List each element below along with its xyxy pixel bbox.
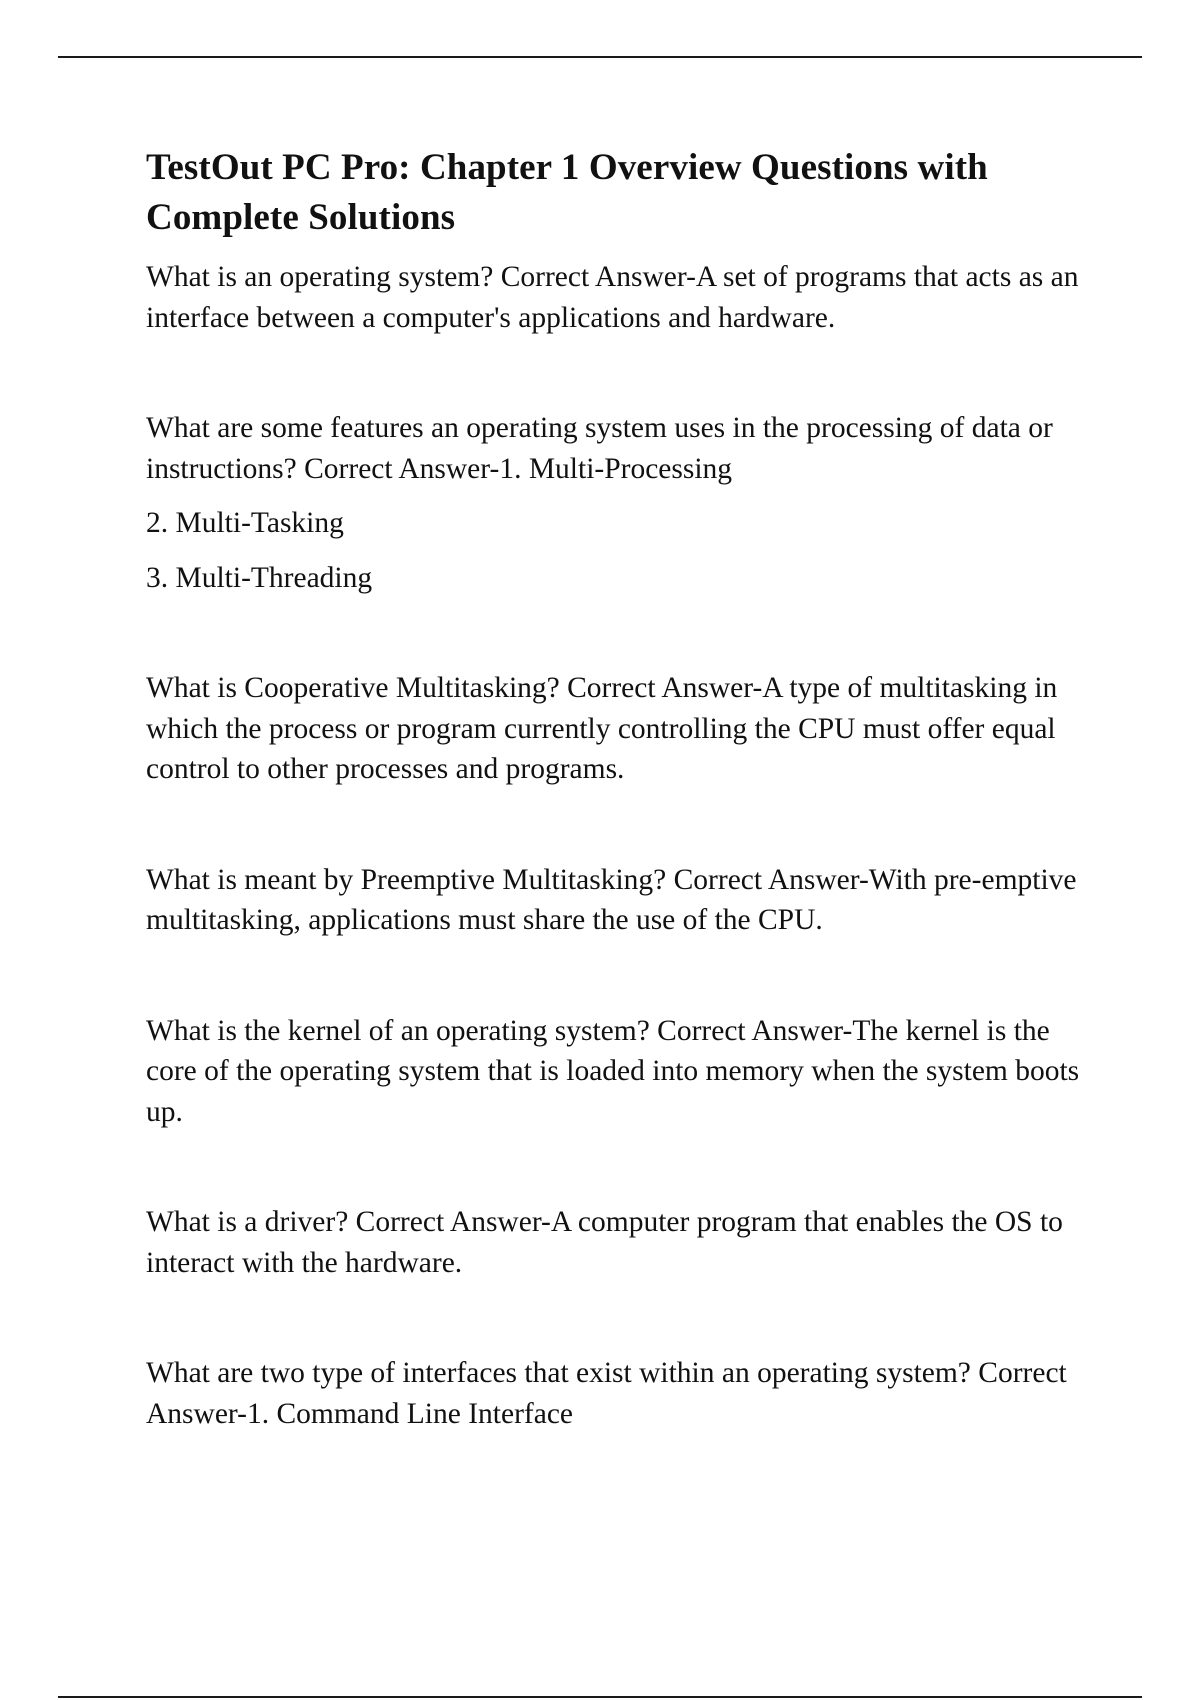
qa-item-preemptive-multitasking xyxy=(146,860,1106,941)
qa-list-line: 2. Multi-Tasking xyxy=(146,507,344,539)
bottom-rule xyxy=(58,1696,1142,1698)
qa-item-os-features xyxy=(146,408,1106,598)
qa-text: What is an operating system? Correct Answer-A set of programs that acts as an interface between a computer's applications and hardware. xyxy=(146,261,1079,334)
qa-list-line: 3. Multi-Threading xyxy=(146,561,373,594)
qa-item-driver xyxy=(146,1202,1106,1283)
qa-item-operating-system xyxy=(146,257,1106,338)
top-rule xyxy=(58,56,1142,58)
qa-text: What is Cooperative Multitasking? Correct Answer-A type of multitasking in which the process or program currently controlling the CPU must offer equal control to other processes and programs. xyxy=(146,672,1058,785)
qa-item-kernel xyxy=(146,1011,1106,1133)
qa-text: What is the kernel of an operating system? Correct Answer-The kernel is the core of the operating system that is loaded into memory when the system boots up. xyxy=(146,1014,1080,1128)
qa-item-interfaces xyxy=(146,1353,1106,1434)
document-title: TestOut PC Pro: Chapter 1 Overview Questions with Complete Solutions xyxy=(146,147,988,238)
qa-text: What is a driver? Correct Answer-A computer program that enables the OS to interact with the hardware. xyxy=(146,1206,1063,1279)
qa-item-cooperative-multitasking xyxy=(146,668,1106,790)
qa-text: What are some features an operating system uses in the processing of data or instructions? Correct Answer-1. Multi-Processing xyxy=(146,412,1053,485)
document-body xyxy=(146,143,1106,1434)
qa-text: What are two type of interfaces that exist within an operating system? Correct Answer-1. Command Line Interface xyxy=(146,1357,1067,1430)
qa-text: What is meant by Preemptive Multitasking? Correct Answer-With pre-emptive multitasking, applications must share the use of the CPU. xyxy=(146,863,1077,936)
